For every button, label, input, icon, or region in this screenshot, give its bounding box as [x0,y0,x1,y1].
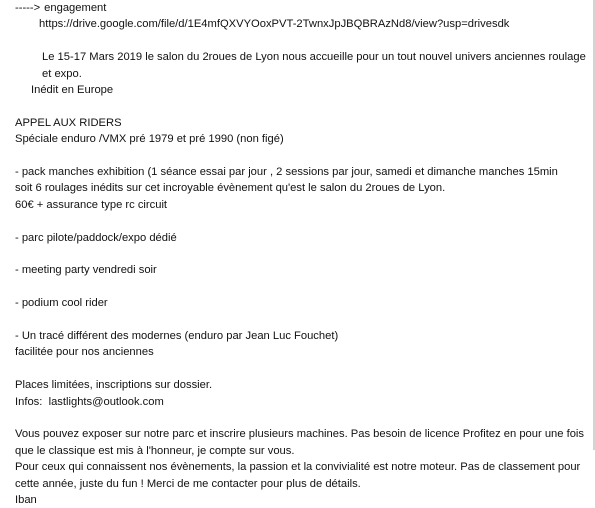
appel-heading: APPEL AUX RIDERS [15,116,122,129]
infos-label: Infos: [15,395,43,408]
arrow-prefix: -----> [15,2,41,14]
pack-line-1: - pack manches exhibition (1 séance essai par jour , 2 sessions par jour, samedi et dimanche manches 15min [15,166,558,179]
facilitee-line: facilitée pour nos anciennes [15,346,154,359]
places-line: Places limitées, inscriptions sur dossier. [15,379,213,392]
speciale-line: Spéciale enduro /VMX pré 1979 et pré 1990 (non figé) [15,133,284,146]
intro-paragraph: Le 15-17 Mars 2019 le salon du 2roues de Lyon nous accueille pour un tout nouvel univers anciennes roulage et expo. [42,51,586,80]
spacer [15,279,589,295]
podium-line: - podium cool rider [15,297,108,310]
inedit-line: Inédit en Europe [31,84,114,97]
exposer-paragraph: Vous pouvez exposer sur notre parc et inscrire plusieurs machines. Pas besoin de licence Profitez en pour une fois que le classique est mis à l'honneur, je compte sur vous. [15,428,585,457]
engagement-label: engagement [44,2,107,14]
parc-line: - parc pilote/paddock/expo dédié [15,231,177,244]
infos-email-link[interactable]: lastlights@outlook.com [48,395,164,408]
drive-link[interactable]: https://drive.google.com/file/d/1E4mfQXVYOoxPVT-2TwnxJpJBQBRAzNd8/view?usp=drivesdk [39,18,510,31]
engagement-line [15,0,589,16]
spacer [15,246,589,262]
meeting-line: - meeting party vendredi soir [15,264,157,277]
spacer [15,148,589,164]
trace-line: - Un tracé différent des modernes (enduro par Jean Luc Fouchet) [15,330,339,343]
spacer [15,361,589,377]
spacer [15,213,589,229]
spacer [15,33,589,49]
infos-line [15,394,589,410]
drive-link-line [15,16,589,32]
spacer [15,410,589,426]
spacer [15,312,589,328]
signature: Iban [15,494,37,507]
passion-paragraph: Pour ceux qui connaissent nos évènements, la passion et la convivialité est notre moteur. Pas de classement pour cette année, juste du fun ! Merci de me contacter pour plus de détails. [15,461,581,490]
pack-price: 60€ + assurance type rc circuit [15,198,168,211]
pack-line-2: soit 6 roulages inédits sur cet incroyable évènement qu'est le salon du 2roues de Lyon. [15,182,446,195]
spacer [15,98,589,114]
